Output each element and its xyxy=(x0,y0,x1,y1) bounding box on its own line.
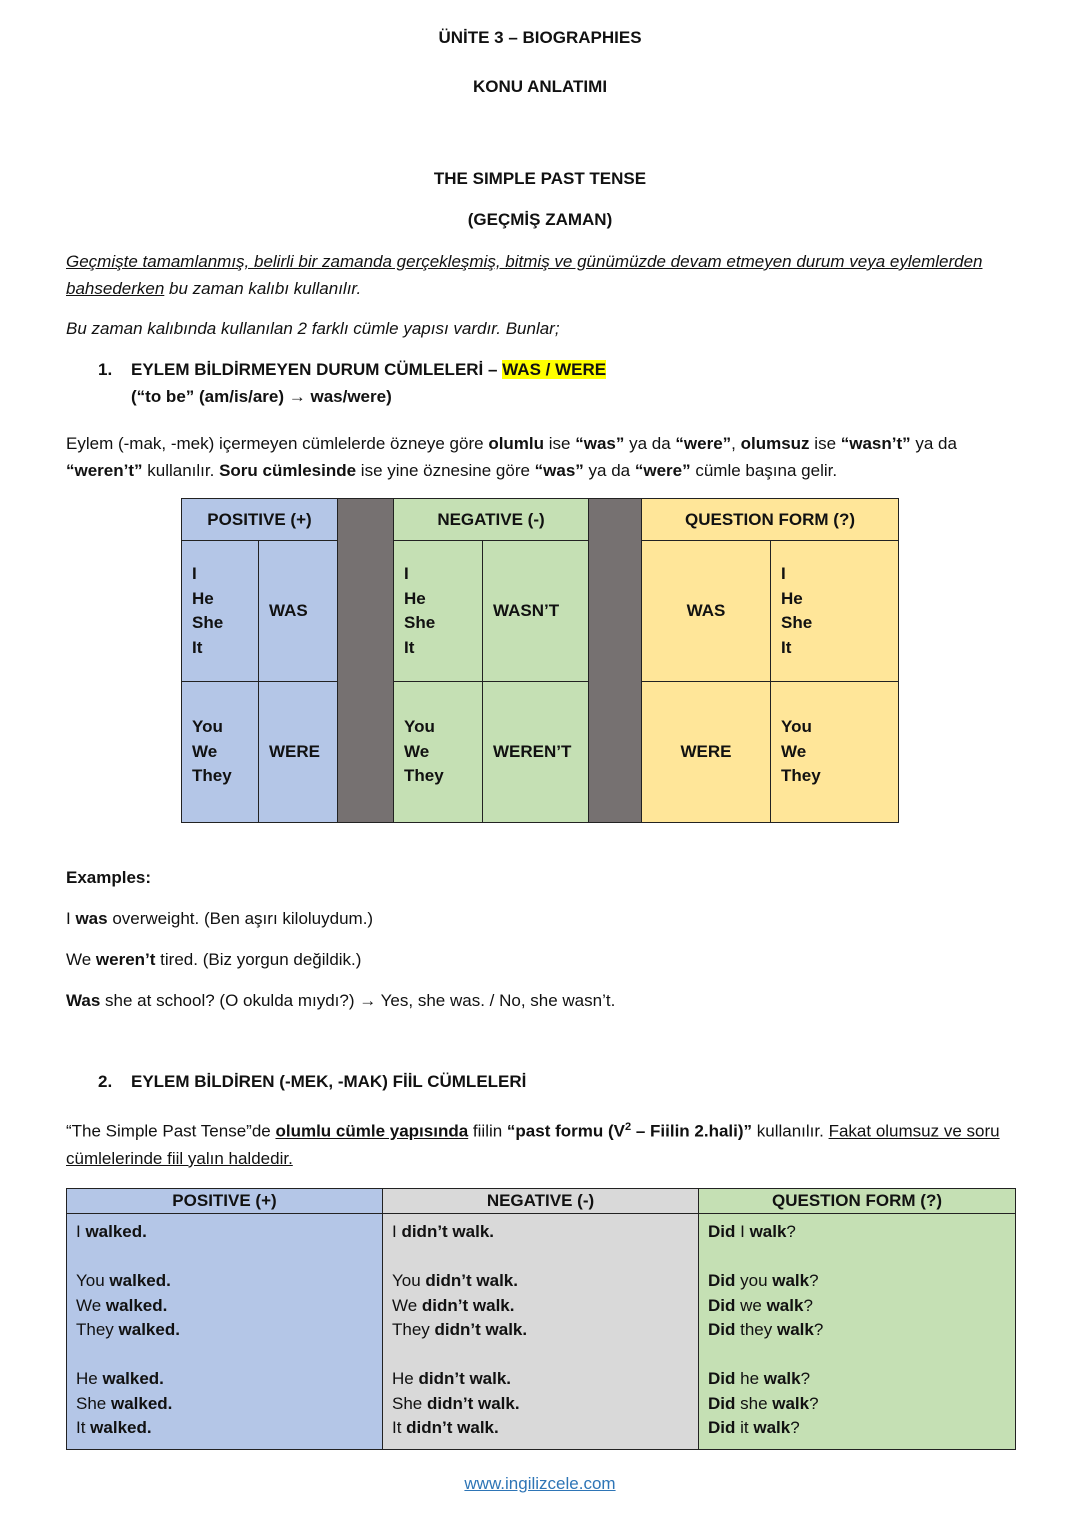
text-run: We xyxy=(76,1295,106,1315)
section2-description xyxy=(66,1114,1016,1172)
question-sentence xyxy=(708,1392,1006,1417)
positive-sentence xyxy=(76,1294,373,1319)
bold-text: Soru cümlesinde xyxy=(219,461,357,480)
text-run: She xyxy=(76,1393,111,1413)
bold-text: olumlu cümle yapısında xyxy=(275,1121,469,1141)
text-run: We xyxy=(66,950,96,969)
spacer xyxy=(76,1343,373,1368)
negative-sentence xyxy=(392,1269,689,1294)
section2-number: 2. xyxy=(98,1072,113,1091)
bold-text: “were” xyxy=(634,461,691,480)
bold-text: walked. xyxy=(102,1369,164,1388)
bold-text: “was” xyxy=(575,434,625,453)
text-run: ? xyxy=(803,1295,813,1315)
text-run: ? xyxy=(800,1369,811,1388)
section2-heading xyxy=(98,1068,526,1095)
bold-text: didn’t walk. xyxy=(425,1271,518,1290)
page-subtitle: KONU ANLATIMI xyxy=(472,77,608,96)
bold-text: walk xyxy=(772,1393,810,1413)
question-sentence xyxy=(708,1269,1006,1294)
t1-separator xyxy=(338,499,394,823)
bold-text: didn’t walk. xyxy=(434,1320,528,1339)
bold-text: walk xyxy=(763,1369,801,1388)
text-run: ise xyxy=(809,434,841,453)
bold-text: walked. xyxy=(110,1393,173,1413)
t1-pronouns: I He She It xyxy=(771,541,899,682)
topic-title-tr: (GEÇMİŞ ZAMAN) xyxy=(467,210,613,229)
website-link[interactable]: www.ingilizcele.com xyxy=(464,1474,616,1493)
t1-positive-verb: WAS xyxy=(259,541,338,682)
t2-header-positive: POSITIVE (+) xyxy=(67,1189,383,1214)
examples-title: Examples: xyxy=(66,868,152,887)
bold-text: didn’t walk. xyxy=(406,1418,499,1437)
bold-text: Was xyxy=(66,991,101,1010)
t1-pronouns: You We They xyxy=(771,682,899,823)
t1-negative-verb: WEREN’T xyxy=(483,682,589,823)
t1-pronouns: You We They xyxy=(182,682,259,823)
positive-sentence xyxy=(76,1220,373,1245)
positive-sentence xyxy=(76,1392,373,1417)
section1-description xyxy=(66,430,1016,484)
bold-text: didn’t walk. xyxy=(401,1222,495,1241)
t1-question-verb: WERE xyxy=(642,682,771,823)
section1-highlight: WAS / WERE xyxy=(502,360,607,379)
spacer xyxy=(392,1245,689,1270)
t2-header-question: QUESTION FORM (?) xyxy=(699,1189,1016,1214)
bold-text: walked. xyxy=(109,1271,171,1290)
unit-title: ÜNİTE 3 – BIOGRAPHIES xyxy=(438,28,642,47)
text-run: I xyxy=(392,1222,402,1241)
bold-text: Did xyxy=(708,1222,736,1241)
text-run: ? xyxy=(809,1393,819,1413)
positive-sentence xyxy=(76,1367,373,1392)
example-sentence xyxy=(66,905,1016,932)
bold-text: Did xyxy=(708,1271,736,1290)
t1-pronouns: I He She It xyxy=(182,541,259,682)
text-run: tired. (Biz yorgun değildik.) xyxy=(155,950,362,969)
past-simple-table xyxy=(66,1188,1016,1450)
section1-heading xyxy=(98,356,606,410)
negative-sentence xyxy=(392,1318,689,1343)
bold-text: Did xyxy=(708,1320,736,1339)
text-run: you xyxy=(735,1271,773,1290)
was-were-table xyxy=(181,498,899,823)
superscript: 2 xyxy=(624,1121,632,1133)
t1-pronouns: You We They xyxy=(394,682,483,823)
text-run: ya da xyxy=(910,434,957,453)
question-sentence xyxy=(708,1318,1006,1343)
text-run: It xyxy=(76,1418,91,1437)
section2-title: EYLEM BİLDİREN (-MEK, -MAK) FİİL CÜMLELERİ xyxy=(131,1072,527,1091)
t1-header-question: QUESTION FORM (?) xyxy=(642,499,899,541)
positive-sentence xyxy=(76,1318,373,1343)
negative-sentence xyxy=(392,1294,689,1319)
text-run: He xyxy=(76,1369,103,1388)
t1-header-negative: NEGATIVE (-) xyxy=(394,499,589,541)
t1-separator xyxy=(589,499,642,823)
question-sentence xyxy=(708,1416,1006,1441)
bold-text: walk xyxy=(749,1222,787,1241)
bold-text: walk xyxy=(772,1271,810,1290)
intro-underlined: Geçmişte tamamlanmış, belirli bir zamanda gerçekleşmiş, bitmiş ve günümüzde devam etmeyen durum veya eylemlerden bahsederken xyxy=(66,252,983,298)
bold-text: didn’t walk. xyxy=(426,1393,520,1413)
bold-text: walked. xyxy=(105,1295,168,1315)
bold-text: “weren’t” xyxy=(66,461,143,480)
bold-text: “past formu (V xyxy=(506,1121,625,1141)
text-run: You xyxy=(76,1271,110,1290)
spacer xyxy=(76,1245,373,1270)
text-run: she xyxy=(735,1393,773,1413)
spacer xyxy=(708,1245,1006,1270)
bold-text: olumlu xyxy=(488,434,545,453)
text-run: ise yine öznesine göre xyxy=(356,461,535,480)
t1-negative-verb: WASN’T xyxy=(483,541,589,682)
t1-pronouns: I He She It xyxy=(394,541,483,682)
text-run: ya da xyxy=(624,434,676,453)
footer xyxy=(0,1474,1080,1494)
bold-text: walked. xyxy=(118,1320,180,1339)
text-run: fiilin xyxy=(468,1121,507,1141)
text-run: They xyxy=(76,1320,119,1339)
text-run: Fakat olumsuz ve soru cümlelerinde fiil yalın haldedir. xyxy=(66,1121,1000,1168)
bold-text: “wasn’t” xyxy=(840,434,911,453)
text-run: ? xyxy=(809,1271,819,1290)
bold-text: walk xyxy=(766,1295,804,1315)
t1-question-verb: WAS xyxy=(642,541,771,682)
text-run: , xyxy=(731,434,741,453)
text-run: ? xyxy=(786,1222,796,1241)
t2-positive-column xyxy=(67,1214,383,1450)
text-run: cümle başına gelir. xyxy=(690,461,838,480)
t2-header-negative: NEGATIVE (-) xyxy=(383,1189,699,1214)
text-run: it xyxy=(735,1418,754,1437)
text-run: kullanılır. xyxy=(752,1121,829,1141)
positive-sentence xyxy=(76,1416,373,1441)
text-run: I xyxy=(735,1222,750,1241)
bold-text: Did xyxy=(708,1393,736,1413)
bold-text: walked. xyxy=(90,1418,152,1437)
text-run: I xyxy=(76,1222,86,1241)
text-run: ? xyxy=(790,1418,800,1437)
t2-question-column xyxy=(699,1214,1016,1450)
text-run: He xyxy=(392,1369,419,1388)
bold-text: “was” xyxy=(534,461,584,480)
intro-paragraph xyxy=(66,248,1016,302)
text-run: he xyxy=(735,1369,764,1388)
negative-sentence xyxy=(392,1367,689,1392)
text-run: I xyxy=(66,909,76,928)
bold-text: walk xyxy=(753,1418,791,1437)
positive-sentence xyxy=(76,1269,373,1294)
bold-text: “were” xyxy=(675,434,732,453)
question-sentence xyxy=(708,1367,1006,1392)
t2-negative-column xyxy=(383,1214,699,1450)
text-run: They xyxy=(392,1320,435,1339)
text-run: ya da xyxy=(583,461,635,480)
text-run: She xyxy=(392,1393,427,1413)
text-run: You xyxy=(392,1271,426,1290)
text-run: It xyxy=(392,1418,407,1437)
text-run: Eylem (-mak, -mek) içermeyen cümlelerde özneye göre xyxy=(66,434,489,453)
text-run: ? xyxy=(813,1320,824,1339)
question-sentence xyxy=(708,1294,1006,1319)
t1-header-positive: POSITIVE (+) xyxy=(182,499,338,541)
spacer xyxy=(708,1343,1006,1368)
bold-text: was xyxy=(75,909,108,928)
bold-text: Did xyxy=(708,1369,736,1388)
spacer xyxy=(392,1343,689,1368)
text-run: overweight. (Ben aşırı kiloluydum.) xyxy=(107,909,374,928)
question-sentence xyxy=(708,1220,1006,1245)
intro-structures: Bu zaman kalıbında kullanılan 2 farklı cümle yapısı vardır. Bunlar; xyxy=(66,319,560,338)
intro-rest: bu zaman kalıbı kullanılır. xyxy=(164,279,362,298)
negative-sentence xyxy=(392,1416,689,1441)
section1-number: 1. xyxy=(98,360,113,379)
text-run: We xyxy=(392,1295,422,1315)
topic-title: THE SIMPLE PAST TENSE xyxy=(433,169,647,188)
bold-text: Did xyxy=(708,1295,736,1315)
bold-text: didn’t walk. xyxy=(418,1369,512,1388)
text-run: we xyxy=(735,1295,767,1315)
bold-text: Did xyxy=(708,1418,736,1437)
bold-text: olumsuz xyxy=(740,434,810,453)
text-run: kullanılır. xyxy=(142,461,220,480)
section1-subtitle: (“to be” (am/is/are) → was/were) xyxy=(131,387,392,406)
text-run: she at school? (O okulda mıydı?) → Yes, she was. / No, she wasn’t. xyxy=(100,991,616,1010)
text-run: they xyxy=(735,1320,777,1339)
example-sentence xyxy=(66,946,1016,973)
bold-text: walked. xyxy=(85,1222,147,1241)
t1-positive-verb: WERE xyxy=(259,682,338,823)
negative-sentence xyxy=(392,1220,689,1245)
text-run: “The Simple Past Tense”de xyxy=(66,1121,276,1141)
bold-text: didn’t walk. xyxy=(421,1295,515,1315)
text-run: ise xyxy=(544,434,576,453)
negative-sentence xyxy=(392,1392,689,1417)
bold-text: – Fiilin 2.hali)” xyxy=(631,1121,753,1141)
example-sentence xyxy=(66,987,1016,1014)
bold-text: weren’t xyxy=(95,950,156,969)
bold-text: walk xyxy=(776,1320,814,1339)
section1-title: EYLEM BİLDİRMEYEN DURUM CÜMLELERİ – xyxy=(131,360,503,379)
